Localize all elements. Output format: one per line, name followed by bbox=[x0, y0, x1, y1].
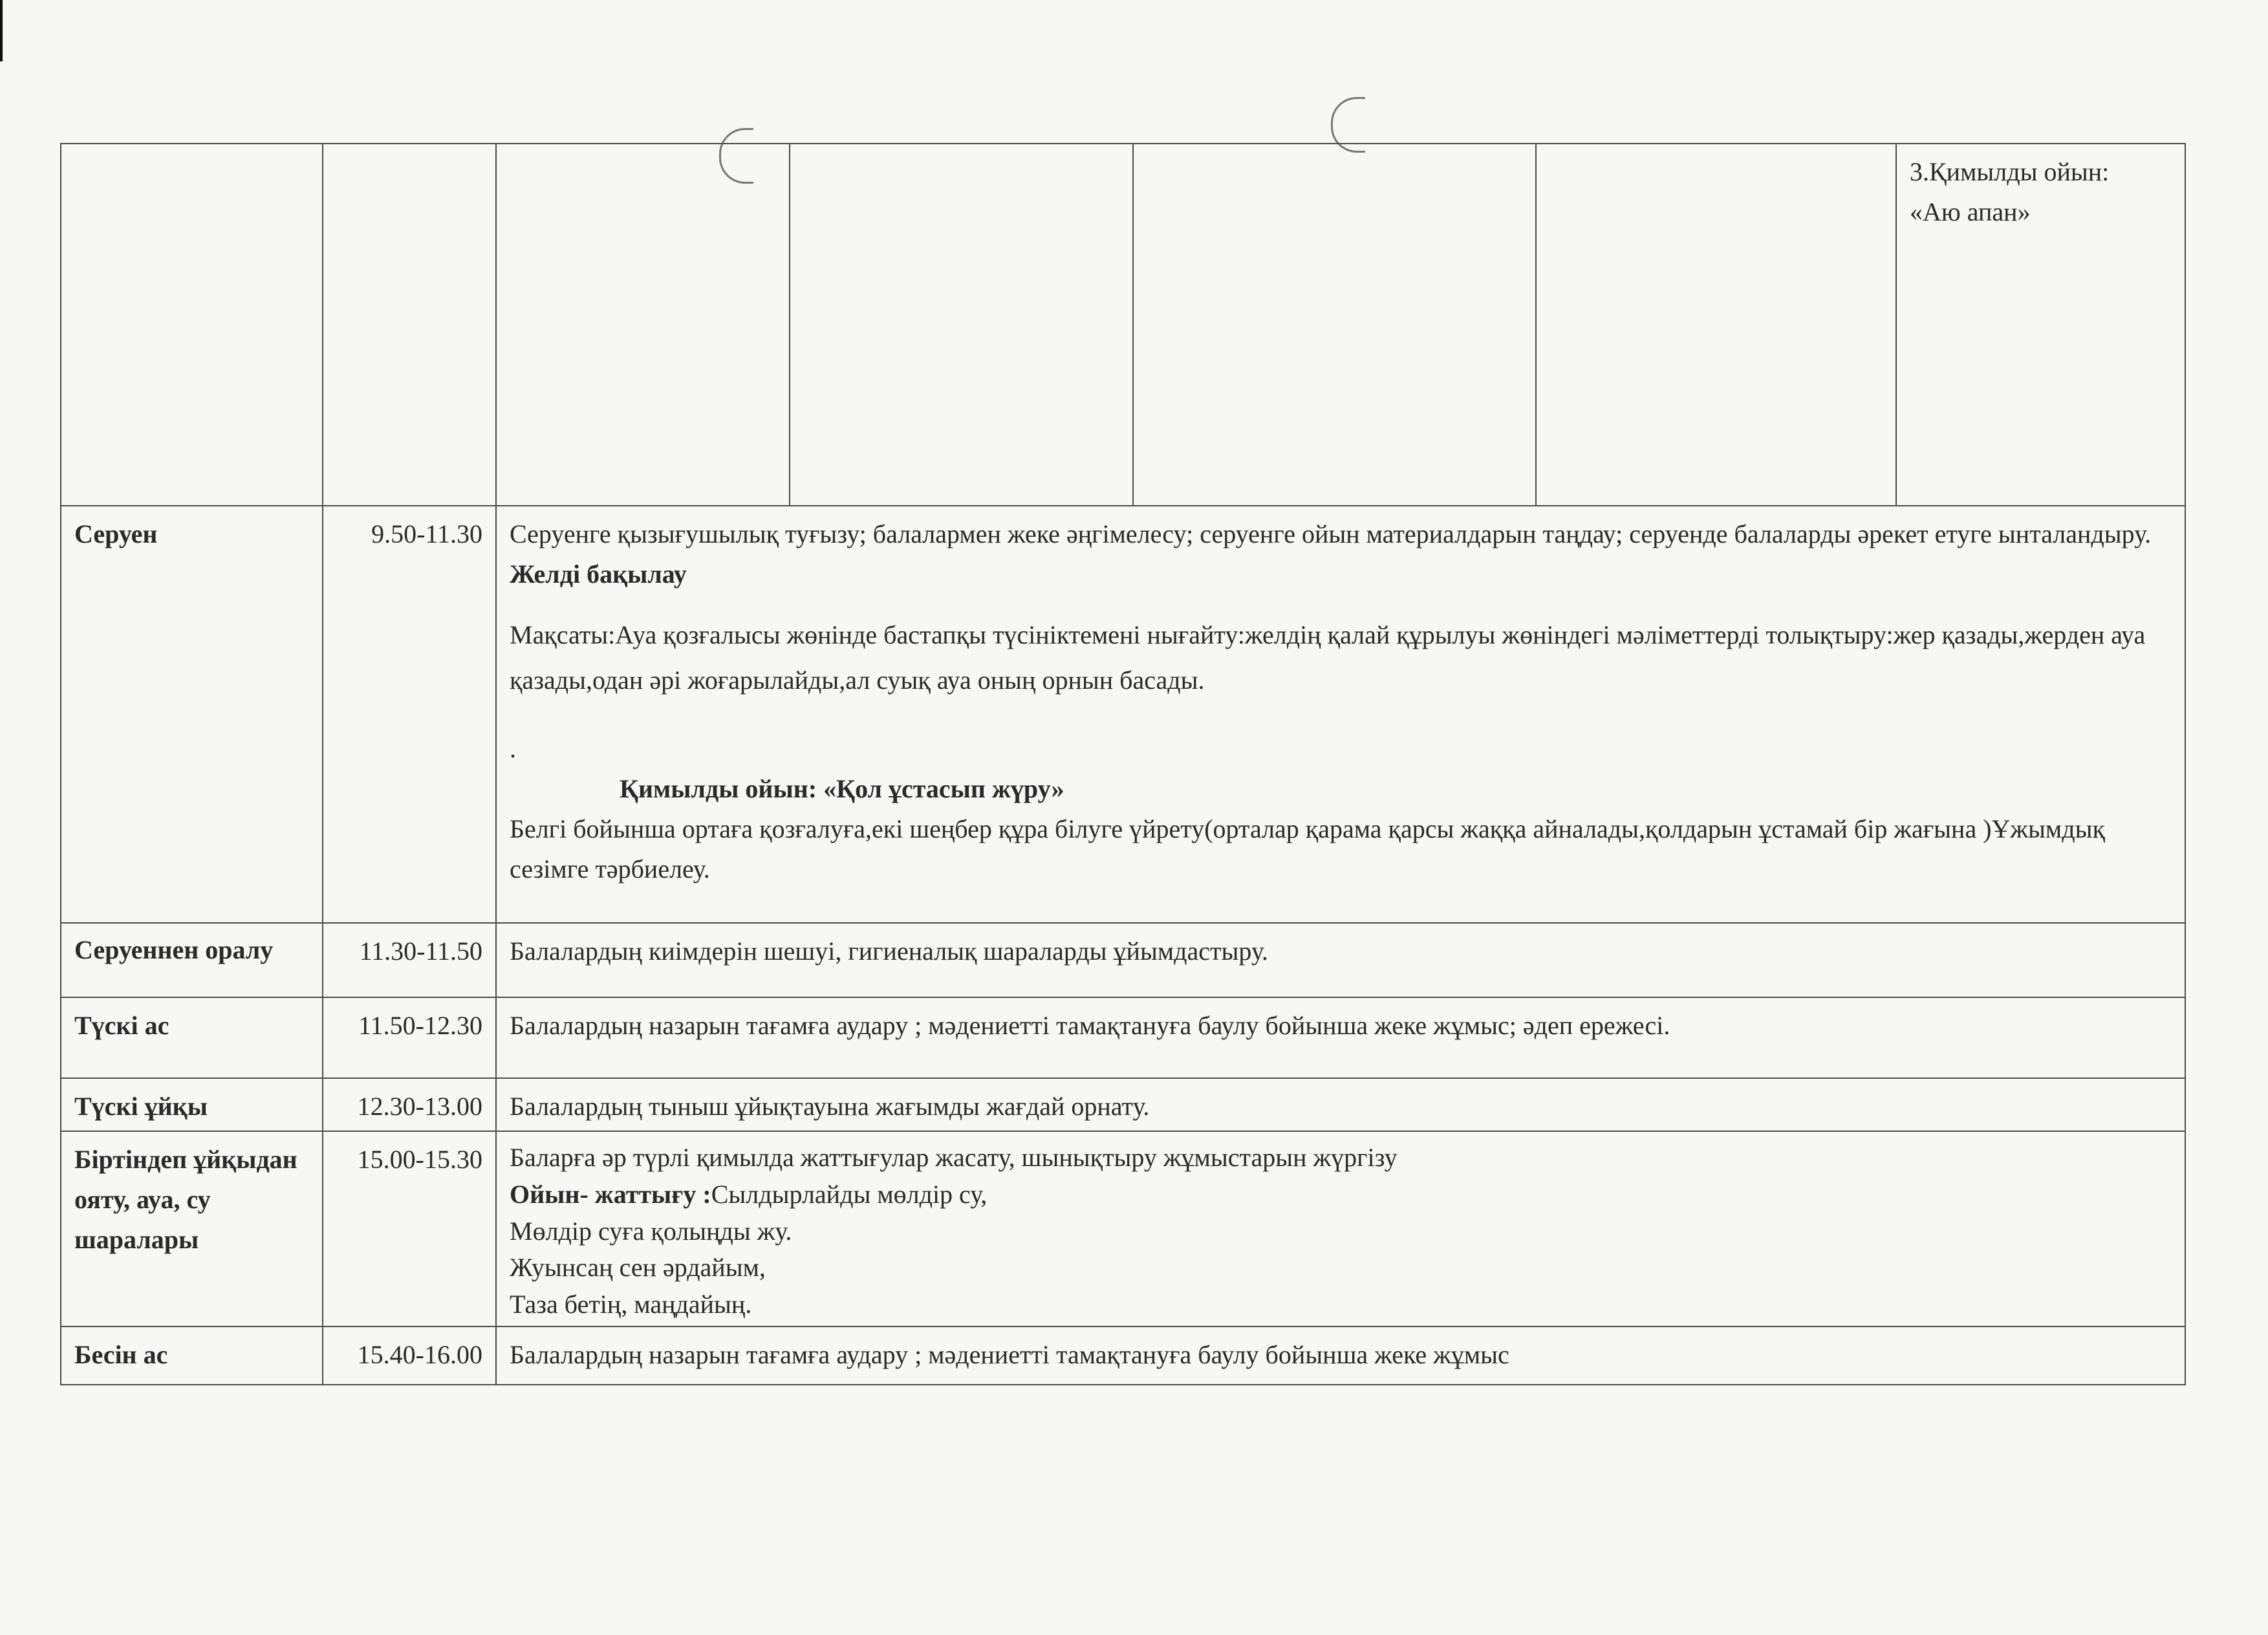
row-activity: Балалардың назарын тағамға аудару ; мәдениетті тамақтануға баулу бойынша жеке жұмыс bbox=[496, 1326, 2185, 1385]
table-row bbox=[61, 1078, 2185, 1131]
row-time: 11.50-12.30 bbox=[323, 997, 496, 1078]
game-cell-text: 3.Қимылды ойын: «Аю апан» bbox=[1910, 157, 2110, 226]
table-cell bbox=[790, 144, 1133, 506]
activity-goal: Мақсаты:Ауа қозғалысы жөнінде бастапқы түсініктемені нығайту:желдің қалай құрылуы жөніндегі мәліметтерді толықтыру:жер қазады,жерден ауа қазады,одан әрі жоғарылайды,ал суық ауа оның орнын басады. bbox=[510, 620, 2146, 695]
table-row bbox=[61, 1326, 2185, 1385]
table-row bbox=[61, 1131, 2185, 1326]
stray-dot: . bbox=[510, 734, 516, 763]
row-name: Түскі ас bbox=[61, 997, 323, 1078]
row-activity bbox=[496, 506, 2185, 923]
row-time: 9.50-11.30 bbox=[323, 506, 496, 923]
table-cell bbox=[1896, 144, 2185, 506]
game-label: Ойын- жаттығу : bbox=[510, 1179, 711, 1209]
table-row bbox=[61, 923, 2185, 997]
row-time: 12.30-13.00 bbox=[323, 1078, 496, 1131]
table-cell bbox=[61, 144, 323, 506]
table-row bbox=[61, 506, 2185, 923]
row-activity: Балалардың киімдерін шешуі, гигиеналық шараларды ұйымдастыру. bbox=[496, 923, 2185, 997]
game-line: Мөлдір суға қолыңды жу. bbox=[510, 1216, 792, 1246]
table-row bbox=[61, 144, 2185, 506]
scan-edge bbox=[0, 0, 3, 61]
table-cell bbox=[323, 144, 496, 506]
table-cell bbox=[496, 144, 790, 506]
activity-subtitle: Желді бақылау bbox=[510, 559, 687, 589]
row-time: 11.30-11.50 bbox=[323, 923, 496, 997]
row-time: 15.40-16.00 bbox=[323, 1326, 496, 1385]
row-activity: Балалардың назарын тағамға аудару ; мәдениетті тамақтануға баулу бойынша жеке жұмыс; әдеп ережесі. bbox=[496, 997, 2185, 1078]
table-cell bbox=[1133, 144, 1536, 506]
activity-text: Баларға әр түрлі қимылда жаттығулар жасату, шынықтыру жұмыстарын жүргізу bbox=[510, 1143, 1398, 1172]
row-name: Серуен bbox=[61, 506, 323, 923]
table-cell bbox=[1536, 144, 1896, 506]
schedule-table bbox=[60, 143, 2186, 1385]
row-name: Біртіндеп ұйқыдан ояту, ауа, су шаралары bbox=[61, 1131, 323, 1326]
row-activity: Балалардың тыныш ұйықтауына жағымды жағдай орнату. bbox=[496, 1078, 2185, 1131]
row-activity bbox=[496, 1131, 2185, 1326]
row-name: Бесін ас bbox=[61, 1326, 323, 1385]
row-name: Түскі ұйқы bbox=[61, 1078, 323, 1131]
row-name: Серуеннен оралу bbox=[61, 923, 323, 997]
activity-text: Серуенге қызығушылық туғызу; балалармен жеке әңгімелесу; серуенге ойын материалдарын таңдау; серуенде балаларды әрекет етуге ынталандыру. bbox=[510, 519, 2152, 548]
table-row bbox=[61, 997, 2185, 1078]
game-line: Сылдырлайды мөлдір су, bbox=[711, 1179, 988, 1209]
game-line: Жуынсаң сен әрдайым, bbox=[510, 1253, 766, 1283]
game-title: Қимылды ойын: «Қол ұстасып жүру» bbox=[620, 774, 1064, 803]
game-line: Таза бетің, маңдайың. bbox=[510, 1290, 752, 1319]
row-time: 15.00-15.30 bbox=[323, 1131, 496, 1326]
game-description: Белгі бойынша ортаға қозғалуға,екі шеңбер құра білуге үйрету(орталар қарама қарсы жаққа айналады,қолдарын ұстамай бір жағына )Ұжымдық сезімге тәрбиелеу. bbox=[510, 814, 2105, 883]
